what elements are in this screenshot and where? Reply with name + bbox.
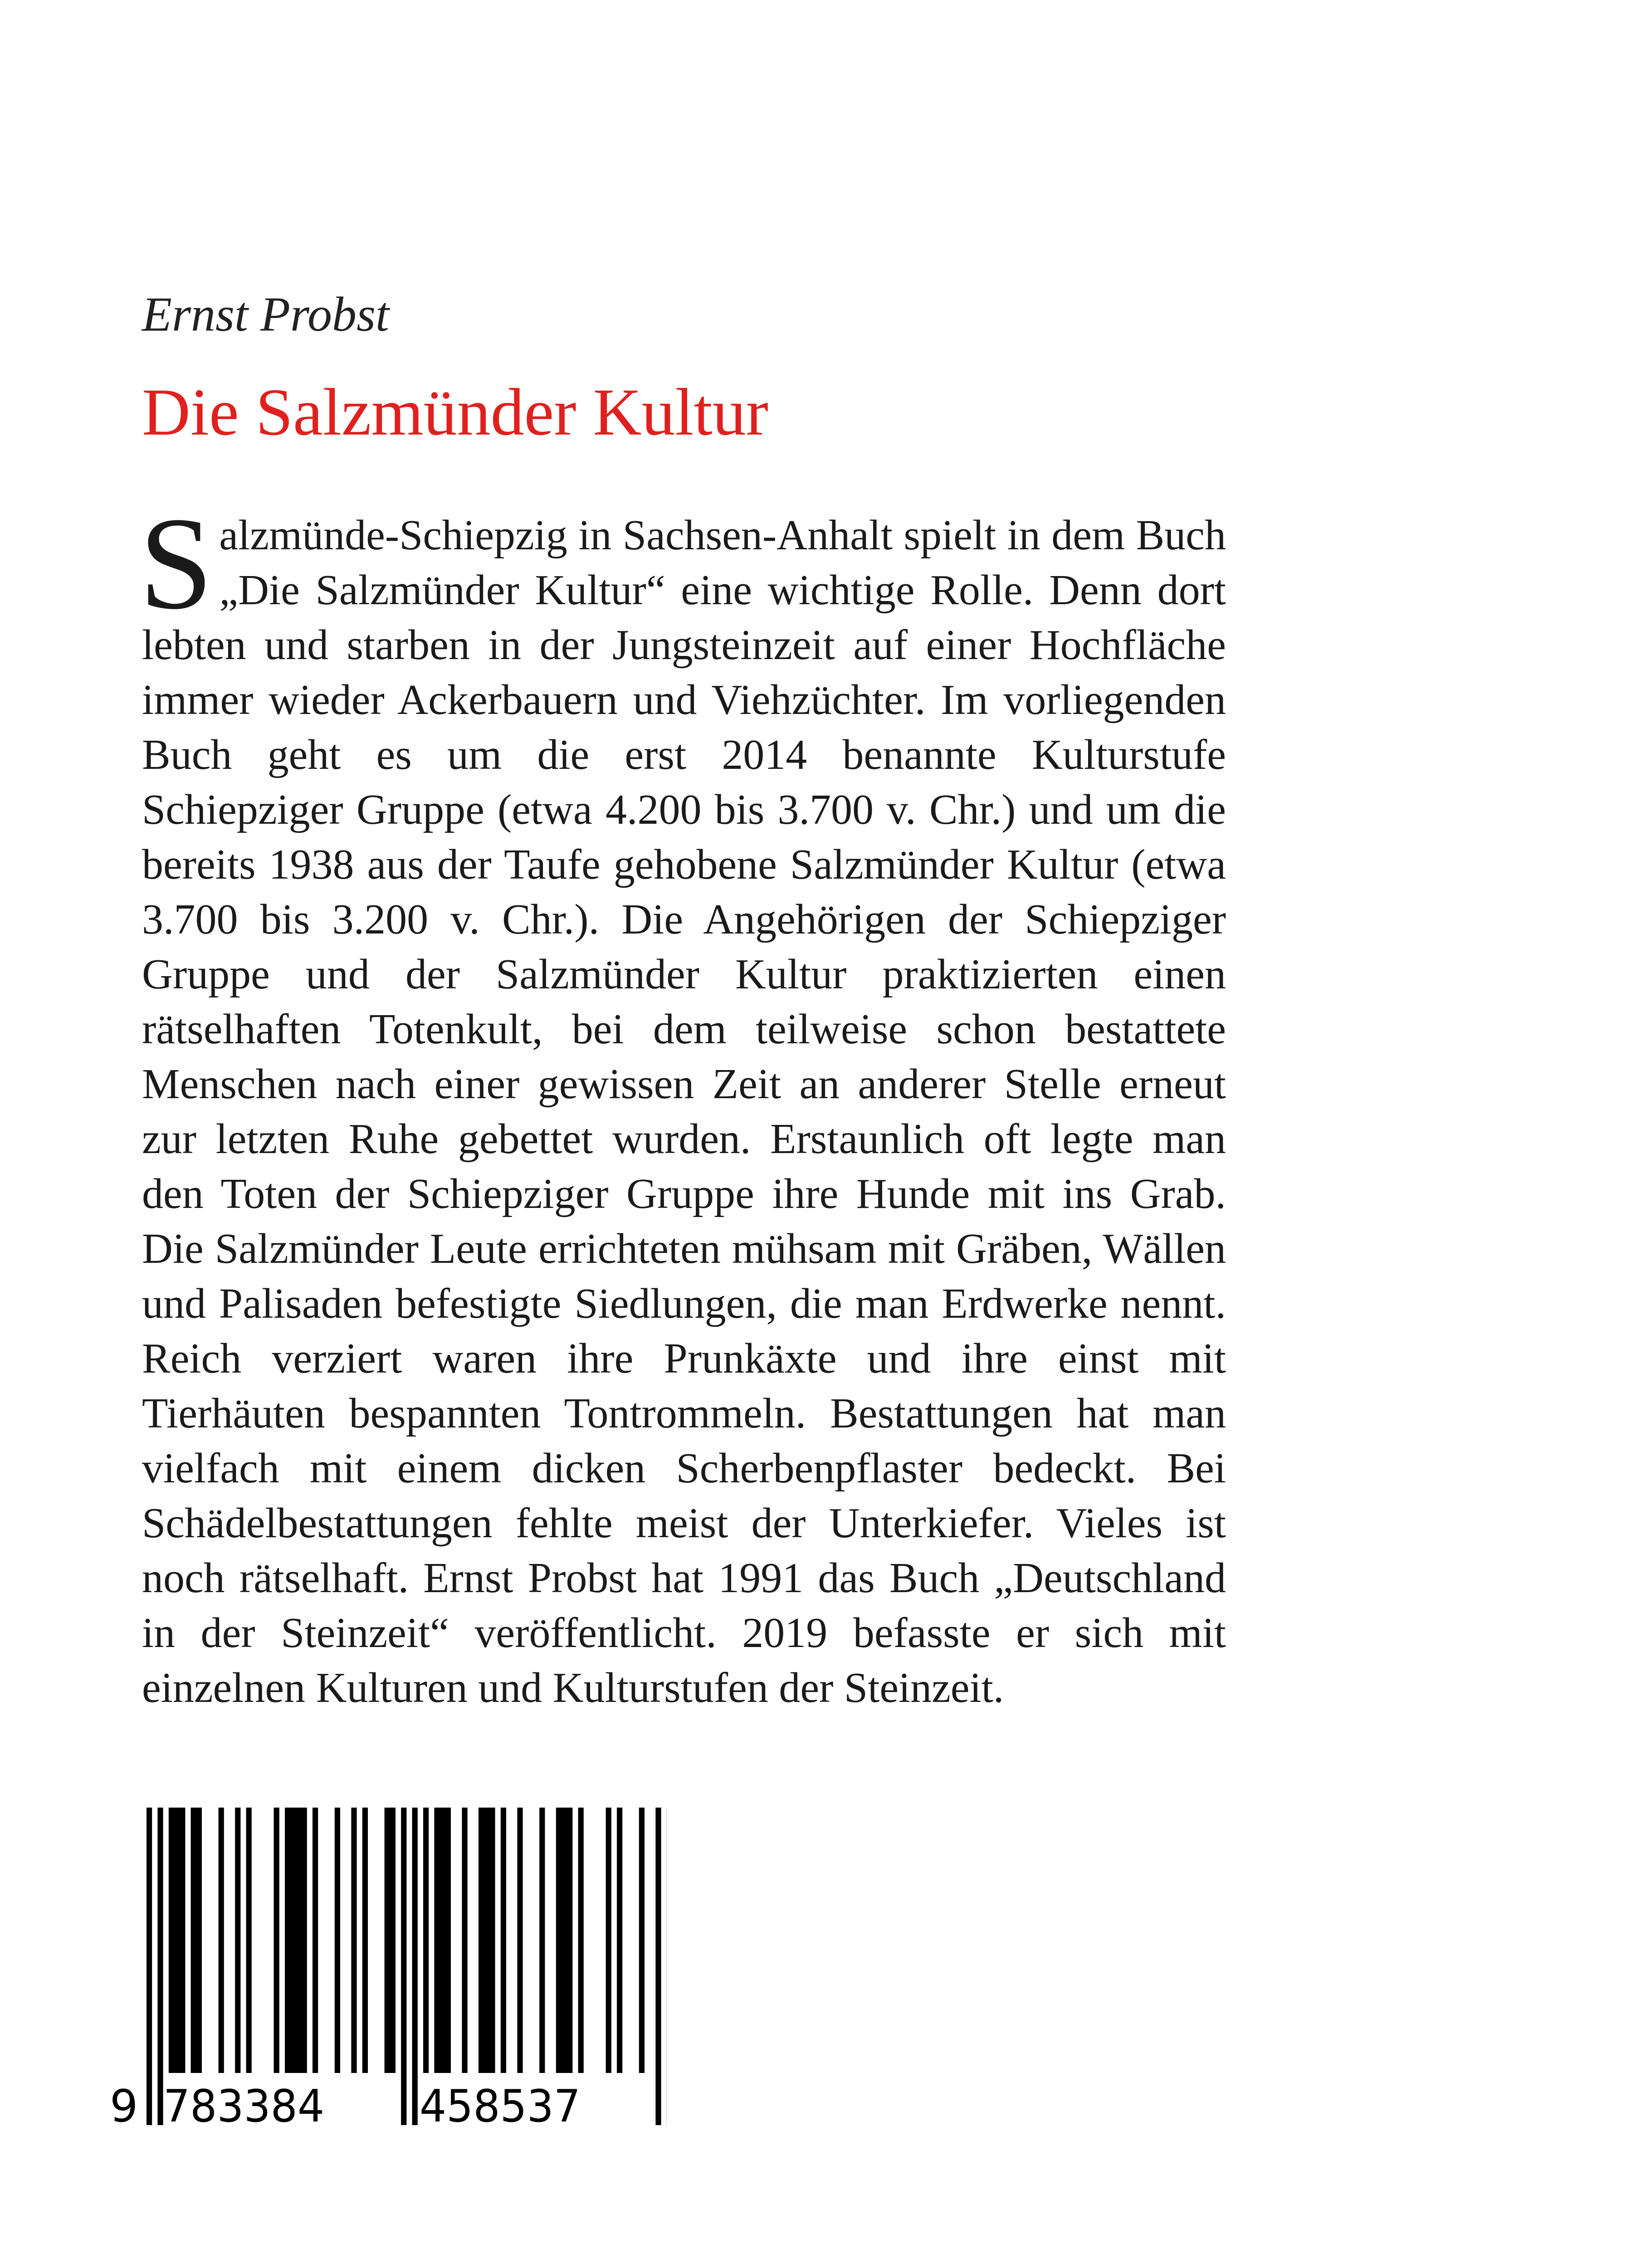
barcode-bar [246,1808,252,2073]
barcode-digits-left: 783384 [163,2081,324,2125]
barcode-bar [274,1808,279,2073]
isbn-barcode [109,1808,667,2125]
barcode-bar [517,1808,523,2073]
barcode-bars [147,1808,667,2125]
barcode-bar [385,1808,396,2073]
barcode-bar [191,1808,202,2073]
drop-cap: S [139,490,213,637]
barcode-bar [169,1808,186,2073]
blurb-text [139,490,1226,1716]
barcode-bar [313,1808,318,2073]
barcode-bar [556,1808,573,2073]
barcode-bar [655,1808,661,2125]
barcode-digits [110,2081,581,2125]
barcode-bar [351,1808,357,2073]
barcode-bar [617,1808,622,2073]
barcode-bar [639,1808,645,2073]
barcode-bar [462,1808,467,2073]
barcode-digits-right: 458537 [420,2081,581,2125]
barcode-bar [335,1808,340,2073]
barcode-bar [285,1808,307,2073]
barcode-bar [423,1808,429,2073]
barcode-bar [401,1808,406,2125]
barcode-bar [219,1808,224,2073]
barcode-bar [606,1808,611,2073]
barcode-bar [479,1808,495,2073]
blurb-body: alzmünde-Schiepzig in Sachsen-Anhalt spielt in dem Buch „Die Salzmünder Kultur“ eine wichtige Rolle. Denn dort lebten und starben in der Jungsteinzeit auf einer Hochfläche immer wieder Ackerbauern und Viehzüchter. Im vorliegenden Buch geht es um die erst 2014 benannte Kulturstufe Schiepziger Gruppe (etwa 4.200 bis 3.700 v. Chr.) und um die bereits 1938 aus der Taufe gehobene Salzmünder Kultur (etwa 3.700 bis 3.200 v. Chr.). Die Angehörigen der Schiepziger Gruppe und der Salzmünder Kultur praktizierten einen rätselhaften Totenkult, bei dem teilweise schon bestattete Menschen nach einer gewissen Zeit an anderer Stelle erneut zur letzten Ruhe gebettet wurden. Erstaunlich oft legte man den Toten der Schiepziger Gruppe ihre Hunde mit ins Grab. Die Salzmünder Leute errichteten mühsam mit Gräben, Wällen und Palisaden befestigte Siedlungen, die man Erdwerke nennt. Reich verziert waren ihre Prunkäxte und ihre einst mit Tierhäuten bespannten Tontrommeln. Bestattungen hat man vielfach mit einem dicken Scherbenpflaster bedeckt. Bei Schädelbestattungen fehlte meist der Unterkiefer. Vieles ist noch rätselhaft. Ernst Probst hat 1991 das Buch „Deutschland in der Steinzeit“ veröffentlicht. 2019 befasste er sich mit einzelnen Kulturen und Kulturstufen der Steinzeit. [142,512,1226,1711]
barcode-bar [157,1808,163,2125]
barcode-bar [147,1808,152,2125]
author-name: Ernst Probst [142,288,390,342]
barcode-bar [539,1808,545,2073]
barcode-bar [501,1808,506,2073]
book-title: Die Salzmünder Kultur [142,375,768,450]
barcode-bar [362,1808,368,2073]
barcode-bar [412,1808,418,2125]
barcode-bar [578,1808,584,2073]
barcode-digit-first: 9 [110,2081,138,2125]
barcode-bar [235,1808,240,2073]
barcode-bar [434,1808,451,2073]
